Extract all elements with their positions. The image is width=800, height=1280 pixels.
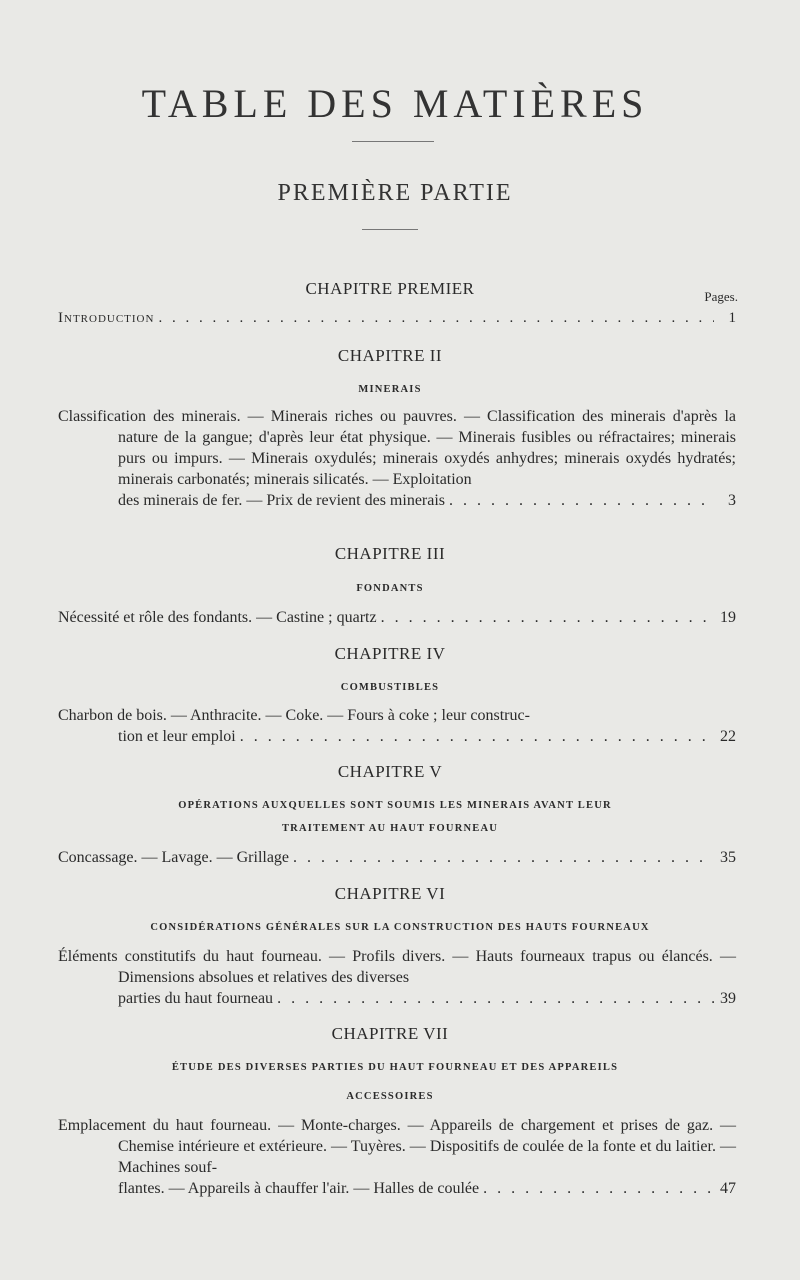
chapter-heading: CHAPITRE IV	[334, 644, 446, 663]
chapter-heading: CHAPITRE V	[337, 762, 443, 781]
chapter-subtitle: FONDANTS	[356, 583, 424, 594]
pages-label: Pages.	[704, 289, 738, 304]
chapter-subtitle: ÉTUDE DES DIVERSES PARTIES DU HAUT FOURNEAU ET DES APPAREILS	[171, 1062, 619, 1073]
title-rule	[352, 141, 434, 142]
chapter-heading: CHAPITRE PREMIER	[305, 279, 475, 298]
page-number: 47	[720, 1180, 736, 1197]
chapter-subtitle: TRAITEMENT AU HAUT FOURNEAU	[281, 823, 499, 834]
chapter-heading: CHAPITRE VI	[334, 884, 446, 903]
page-number: 35	[720, 849, 736, 866]
chapter-subtitle: CONSIDÉRATIONS GÉNÉRALES SUR LA CONSTRUCTION DES HAUTS FOURNEAUX	[150, 922, 650, 933]
page-number: 39	[720, 990, 736, 1007]
chapter-subtitle: OPÉRATIONS AUXQUELLES SONT SOUMIS LES MINERAIS AVANT LEUR	[178, 800, 612, 811]
chapter-subtitle: ACCESSOIRES	[346, 1091, 434, 1102]
part-rule	[362, 229, 418, 230]
toc-entry: Nécessité et rôle des fondants. — Castine ; quartz . . . 19	[58, 607, 736, 628]
page-number: 3	[728, 492, 736, 509]
chapter-heading: CHAPITRE VII	[331, 1024, 449, 1043]
page-number: 19	[720, 609, 736, 626]
page-title: TABLE DES MATIÈRES	[141, 81, 649, 126]
part-title: PREMIÈRE PARTIE	[277, 180, 513, 206]
chapter-subtitle: MINERAIS	[358, 384, 422, 395]
toc-entry: Emplacement du haut fourneau. — Monte-charges. — Appareils de chargement et prises de gaz. — Chemise intérieure et extérieure. — Tuyères. — Dispositifs de coulée de la fonte et du laitier. — Machines souf- flantes. — Appareils à chauffer l'air. — Halles de coulée . . . 47	[58, 1115, 736, 1199]
toc-entry: Concassage. — Lavage. — Grillage . . . 35	[58, 847, 736, 868]
page-number: 22	[720, 728, 736, 745]
page-number: 1	[728, 310, 736, 326]
toc-entry: Éléments constitutifs du haut fourneau. — Profils divers. — Hauts fourneaux trapus ou élancés. — Dimensions absolues et relatives des diverses parties du haut fourneau . . . 39	[58, 946, 736, 1009]
toc-entry-introduction: Introduction . . . 1	[58, 310, 736, 327]
toc-entry: Classification des minerais. — Minerais riches ou pauvres. — Classification des minerais d'après la nature de la gangue; d'après leur état physique. — Minerais fusibles ou réfractaires; minerais purs ou impurs. — Minerais oxydulés; minerais oxydés anhydres; minerais oxydés hydratés; minerais carbonatés; minerais silicatés. — Exploitation des minerais de fer. — Prix de revient des minerais . . . 3	[58, 406, 736, 511]
chapter-heading: CHAPITRE II	[337, 346, 443, 365]
chapter-heading: CHAPITRE III	[334, 544, 446, 563]
chapter-subtitle: COMBUSTIBLES	[340, 682, 440, 693]
toc-entry: Charbon de bois. — Anthracite. — Coke. — Fours à coke ; leur construc- tion et leur emploi . . . 22	[58, 705, 736, 747]
